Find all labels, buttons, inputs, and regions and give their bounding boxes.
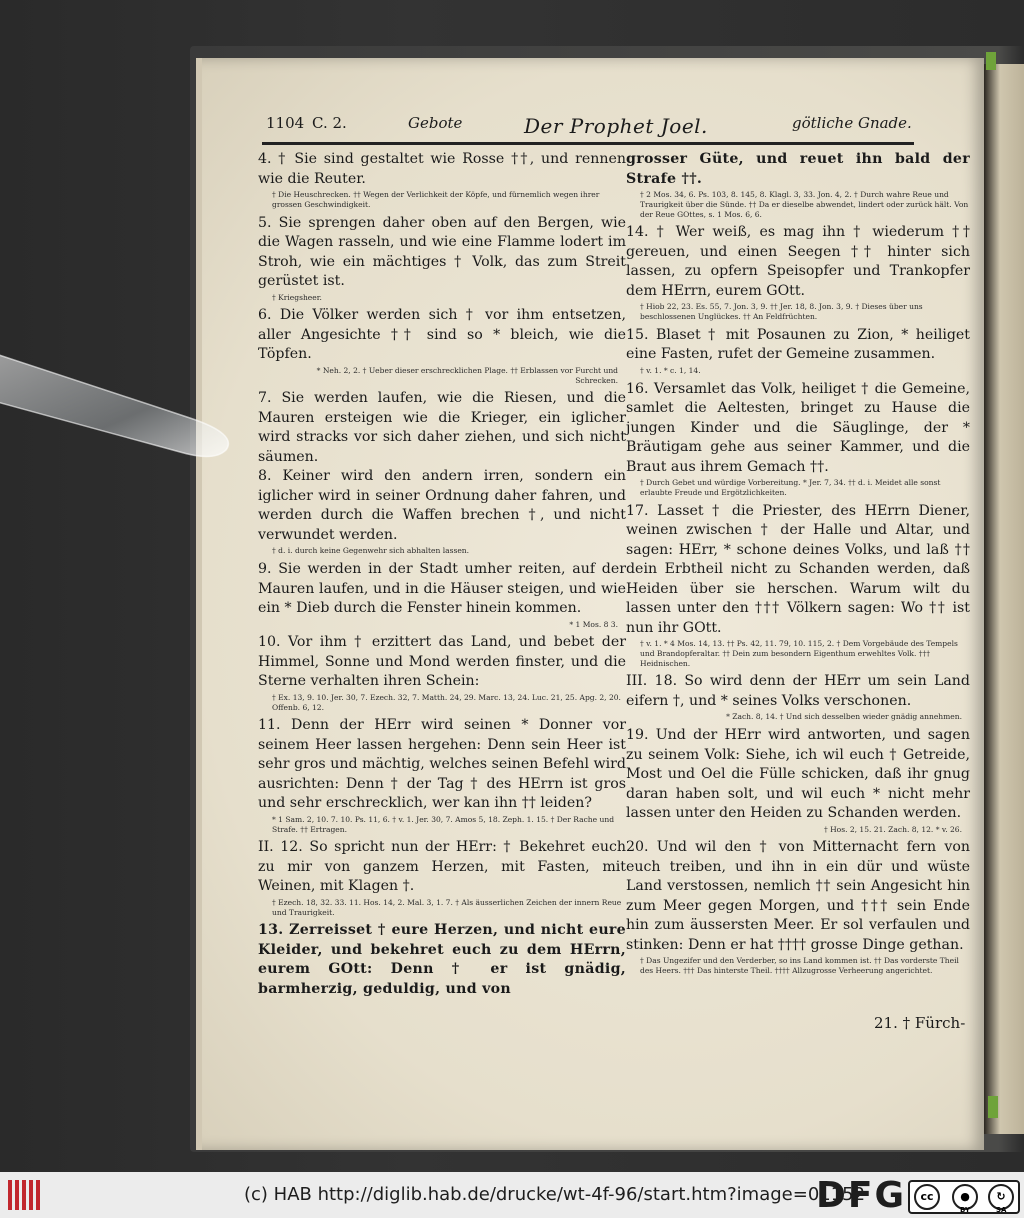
header-rule — [262, 142, 914, 145]
verse-paragraph: III. 18. So wird denn der HErr um sein Land eifern †, und * seines Volks verschonen. — [626, 673, 970, 709]
verse-paragraph: 10. Vor ihm † erzittert das Land, und bebet der Himmel, Sonne und Mond werden finster, und die Sterne verhalten ihren Schein: — [258, 634, 626, 690]
license-badge[interactable] — [908, 1180, 1020, 1214]
verse-paragraph: 19. Und der HErr wird antworten, und sagen zu seinem Volk: Siehe, ich wil euch † Getreide, Most und Oel die Fülle schicken, daß ihr gnug daran haben solt, und wil euch * nicht mehr lassen unter den Heiden zu Schanden werden. — [626, 727, 970, 821]
footnote: * Neh. 2, 2. † Ueber dieser erschrecklichen Plage. †† Erblassen vor Furcht und Schrecken. — [316, 365, 618, 385]
verse-paragraph: 9. Sie werden in der Stadt umher reiten, auf der Mauren laufen, und in die Häuser steigen, und wie ein * Dieb durch die Fenster hinein kommen. — [258, 561, 626, 616]
verse-paragraph: 14. † Wer weiß, es mag ihn † wiederum †† gereuen, und einen Seegen †† hinter sich lassen, zu opfern Speisopfer und Trankopfer dem HErrn, eurem GOtt. — [626, 224, 970, 299]
footnote: † Das Ungezifer und den Verderber, so ins Land kommen ist. †† Das vorderste Theil des Heers. ††† Das hinterste Theil. †††† Allzugrosse Verheerung angerichtet. — [640, 956, 959, 975]
footnote: † Kriegsheer. — [272, 292, 322, 302]
next-page-edge — [984, 64, 1024, 1134]
sa-label: SA — [996, 1206, 1007, 1214]
footnote: † 2 Mos. 34, 6. Ps. 103, 8. 145, 8. Klagl. 3, 33. Jon. 4, 2. † Durch wahre Reue und Traurigkeit über die Sünde. †† Da er dieselbe abwendet, lindert oder zurück hält. Von der Reue GOttes, s. 1 Mos. 6, 6. — [640, 190, 969, 219]
footnote: † Hiob 22, 23. Es. 55, 7. Jon. 3, 9. †† Jer. 18, 8. Jon. 3, 9. † Dieses über uns beschlossenen Unglückes. †† An Feldfrüchten. — [640, 302, 923, 321]
footnote: * 1 Sam. 2, 10. 7. 10. Ps. 11, 6. † v. 1. Jer. 30, 7. Amos 5, 18. Zeph. 1. 15. † Der Rache und Strafe. †† Ertragen. — [272, 814, 615, 834]
cc-icon: cc — [914, 1184, 940, 1210]
hab-logo-icon — [8, 1180, 42, 1210]
color-target-bottom — [988, 1096, 998, 1118]
verse-paragraph: 13. Zerreisset † eure Herzen, und nicht eure Kleider, und bekehret euch zu dem HErrn, eurem GOtt: Denn † er ist gnädig, barmherzig, geduldig, und von — [258, 922, 626, 997]
by-label: BY — [960, 1206, 971, 1214]
right-text-column — [626, 150, 970, 980]
running-header — [266, 114, 912, 144]
catchword: 21. † Fürch- — [874, 1014, 966, 1032]
verse-paragraph: 5. Sie sprengen daher oben auf den Bergen, wie die Wagen rasseln, und wie eine Flamme lodert im Stroh, wie ein mächtiges † Volk, das zum Streit gerüstet ist. — [258, 214, 626, 289]
book-title: Der Prophet Joel. — [524, 114, 708, 138]
page-number: 1104 — [266, 114, 305, 132]
page-gutter — [196, 58, 202, 1150]
footnote: † Durch Gebet und würdige Vorbereitung. * Jer. 7, 34. †† d. i. Meidet alle sonst erlaubte Freude und Ergötzlichkeiten. — [640, 478, 941, 497]
footnote: * 1 Mos. 8 3. — [569, 619, 618, 629]
source-credit-link[interactable]: (c) HAB http://diglib.hab.de/drucke/wt-4f-96/start.htm?image=01152 — [244, 1184, 866, 1205]
verse-paragraph: 8. Keiner wird den andern irren, sondern ein iglicher wird in seiner Ordnung daher fahren, und werden durch die Waffen brechen †, und nicht verwundet werden. — [258, 468, 626, 543]
sa-icon: ↻ — [988, 1184, 1014, 1210]
color-target-top — [986, 52, 996, 70]
verse-paragraph: grosser Güte, und reuet ihn bald der Strafe ††. — [626, 151, 970, 187]
verse-paragraph: 11. Denn der HErr wird seinen * Donner vor seinem Heer lassen hergehen: Denn sein Heer ist sehr gros und mächtig, welches seinen Befehl wird ausrichten: Denn † der Tag † des HErrn ist gros und sehr erschrecklich, wer kan ihn †† leiden? — [258, 717, 626, 812]
footnote: † v. 1. * 4 Mos. 14, 13. †† Ps. 42, 11. 79, 10. 115, 2. † Dem Vorgebäude des Tempels und Brandopferaltar. †† Dein zum besondern Eigenthum erwehltes Volk. ††† Heidnischen. — [640, 639, 958, 668]
dfg-logo: DFG — [816, 1175, 907, 1216]
footnote: * Zach. 8, 14. † Und sich desselben wieder gnädig annehmen. — [726, 712, 962, 722]
right-topic: götliche Gnade. — [792, 114, 912, 132]
verse-paragraph: II. 12. So spricht nun der HErr: † Bekehret euch zu mir von ganzem Herzen, mit Fasten, mit Weinen, mit Klagen †. — [258, 839, 626, 895]
verse-paragraph: 17. Lasset † die Priester, des HErrn Diener, weinen zwischen † der Halle und Altar, und sagen: HErr, * schone deines Volks, und laß †† dein Erbtheil nicht zu Schanden werden, daß Heiden über sie herschen. Warum wilt du lassen unter den ††† Völkern sagen: Wo †† ist nun ihr GOtt. — [626, 502, 970, 636]
verse-paragraph: 6. Die Völker werden sich † vor ihm entsetzen, aller Angesichte †† sind so * bleich, wie die Töpfen. — [258, 307, 626, 363]
verse-paragraph: 4. † Sie sind gestaltet wie Rosse ††, und rennen wie die Reuter. — [258, 151, 626, 187]
footnote: † d. i. durch keine Gegenwehr sich abhalten lassen. — [272, 546, 470, 556]
left-topic: Gebote — [408, 114, 463, 132]
verse-paragraph: 7. Sie werden laufen, wie die Riesen, und die Mauren ersteigen wie die Krieger, ein iglicher wird stracks vor sich daher ziehen, und sich nicht säumen. — [258, 390, 626, 465]
footnote: † Hos. 2, 15. 21. Zach. 8, 12. * v. 26. — [823, 824, 962, 834]
left-text-column — [258, 150, 626, 999]
by-icon: ● — [952, 1184, 978, 1210]
footnote: † Ex. 13, 9. 10. Jer. 30, 7. Ezech. 32, 7. Matth. 24, 29. Marc. 13, 24. Luc. 21, 25. Apg. 2, 20. Offenb. 6, 12. — [272, 692, 621, 712]
footnote: † Die Heuschrecken. †† Wegen der Verlichkeit der Köpfe, und fürnemlich wegen ihrer grossen Geschwindigkeit. — [272, 190, 600, 209]
footnote: † Ezech. 18, 32. 33. 11. Hos. 14, 2. Mal. 3, 1. 7. † Als äusserlichen Zeichen der innern Reue und Traurigkeit. — [272, 897, 622, 917]
verse-paragraph: 15. Blaset † mit Posaunen zu Zion, * heiliget eine Fasten, rufet der Gemeine zusammen. — [626, 326, 970, 363]
footnote: † v. 1. * c. 1, 14. — [640, 365, 701, 375]
verse-paragraph: 16. Versamlet das Volk, heiliget † die Gemeine, samlet die Aeltesten, bringet zu Hause die jungen Kinder und die Säuglinge, der * Bräutigam gehe aus seiner Kammer, und die Braut aus ihrem Gemach ††. — [626, 380, 970, 475]
chapter-label: C. 2. — [312, 114, 347, 132]
verse-paragraph: 20. Und wil den † von Mitternacht fern von euch treiben, und ihn in ein dür und wüste Land verstossen, nemlich †† sein Angesicht hin zum Meer gegen Morgen, und ††† sein Ende hin zum äussersten Meer. Er sol verfaulen und stinken: Denn er hat †††† grosse Dinge gethan. — [626, 839, 970, 953]
